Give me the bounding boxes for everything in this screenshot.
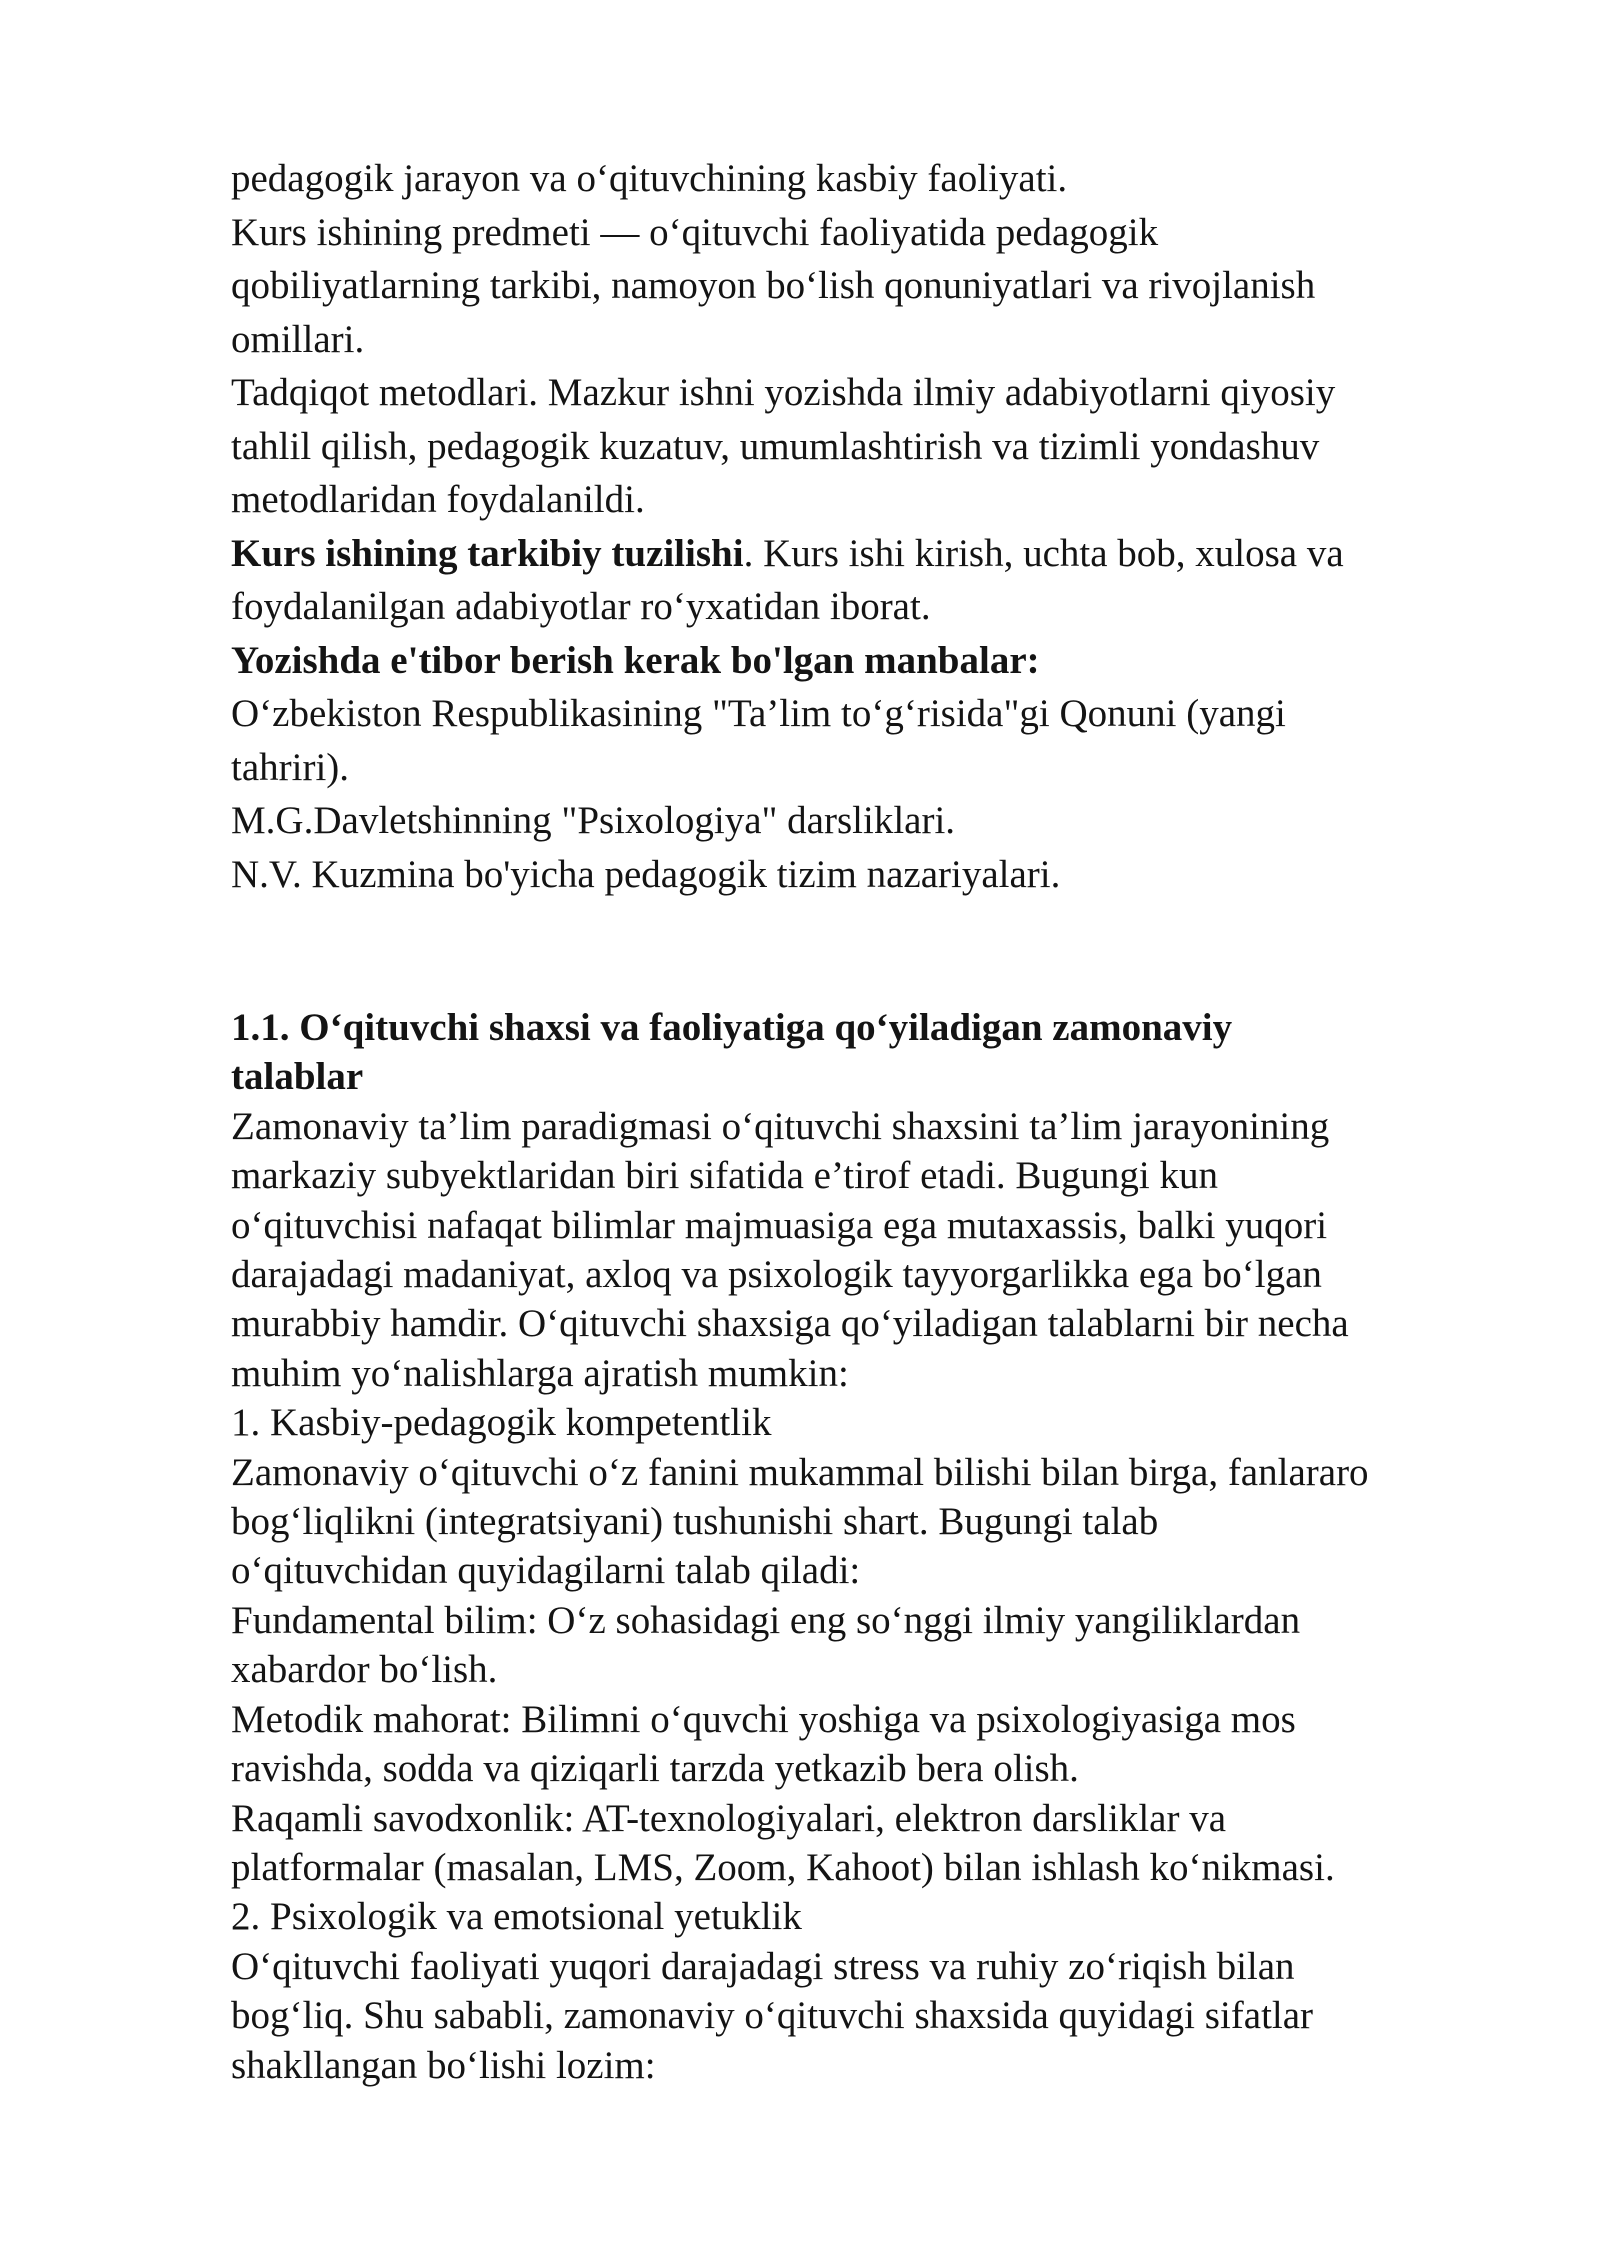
subject-line-1: Kurs ishining predmeti — o‘qituvchi faoliyatida pedagogik	[231, 210, 1159, 254]
section-line: Fundamental bilim: O‘z sohasidagi eng so‘nggi ilmiy yangiliklardan	[231, 1598, 1301, 1642]
section-line: bog‘liq. Shu sababli, zamonaviy o‘qituvchi shaxsida quyidagi sifatlar	[231, 1994, 1314, 2038]
source-1-line-2: tahriri).	[231, 745, 350, 789]
structure-text: . Kurs ishi kirish, uchta bob, xulosa va	[743, 531, 1344, 575]
subsection-title-1: 1. Kasbiy-pedagogik kompetentlik	[231, 1401, 772, 1445]
section-line: bog‘liqlikni (integratsiyani) tushunishi shart. Bugungi talab	[231, 1500, 1159, 1544]
section-line: xabardor bo‘lish.	[231, 1648, 498, 1692]
structure-label: Kurs ishining tarkibiy tuzilishi	[231, 531, 744, 575]
intro-block	[231, 152, 1531, 901]
subject-line-3: omillari.	[231, 317, 365, 361]
structure-line-2: foydalanilgan adabiyotlar ro‘yxatidan iborat.	[231, 585, 931, 628]
sources-heading: Yozishda e'tibor berish kerak bo'lgan manbalar:	[231, 638, 1040, 682]
section-line: Zamonaviy o‘qituvchi o‘z fanini mukammal bilishi bilan birga, fanlararo	[231, 1450, 1369, 1494]
section-line: murabbiy hamdir. O‘qituvchi shaxsiga qo‘yiladigan talablarni bir necha	[231, 1302, 1349, 1346]
source-3: N.V. Kuzmina bo'yicha pedagogik tizim nazariyalari.	[231, 852, 1061, 896]
source-1-line-1: O‘zbekiston Respublikasining "Ta’lim to‘g‘risida"gi Qonuni (yangi	[231, 692, 1286, 735]
section-heading-line-1: 1.1. O‘qituvchi shaxsi va faoliyatiga qo‘yiladigan zamonaviy	[231, 1006, 1233, 1049]
methods-line-3: metodlaridan foydalanildi.	[231, 478, 645, 521]
section-line: o‘qituvchisi nafaqat bilimlar majmuasiga ega mutaxassis, balki yuqori	[231, 1203, 1328, 1247]
section-heading-line-2: talablar	[231, 1055, 364, 1099]
section-line: Zamonaviy ta’lim paradigmasi o‘qituvchi shaxsini ta’lim jarayonining	[231, 1104, 1330, 1148]
object-line: pedagogik jarayon va o‘qituvchining kasbiy faoliyati.	[231, 157, 1068, 200]
source-2: M.G.Davletshinning "Psixologiya" darsliklari.	[231, 799, 956, 842]
methods-line-2: tahlil qilish, pedagogik kuzatuv, umumlashtirish va tizimli yondashuv	[231, 424, 1320, 468]
section-line: Raqamli savodxonlik: AT-texnologiyalari, elektron darsliklar va	[231, 1796, 1227, 1840]
section-line: markaziy subyektlaridan biri sifatida e’tirof etadi. Bugungi kun	[231, 1154, 1219, 1198]
section-line: Metodik mahorat: Bilimni o‘quvchi yoshiga va psixologiyasiga mos	[231, 1697, 1296, 1741]
subject-line-2: qobiliyatlarning tarkibi, namoyon bo‘lish qonuniyatlari va rivojlanish	[231, 264, 1316, 307]
section-line: o‘qituvchidan quyidagilarni talab qiladi:	[231, 1549, 861, 1593]
section-line: shakllangan bo‘lishi lozim:	[231, 2043, 656, 2087]
section-line: O‘qituvchi faoliyati yuqori darajadagi stress va ruhiy zo‘riqish bilan	[231, 1944, 1295, 1988]
structure-line-1	[231, 527, 1531, 581]
subsection-title-2: 2. Psixologik va emotsional yetuklik	[231, 1895, 802, 1939]
section-line: darajadagi madaniyat, axloq va psixologik tayyorgarlikka ega bo‘lgan	[231, 1253, 1322, 1297]
section-line: platformalar (masalan, LMS, Zoom, Kahoot) bilan ishlash ko‘nikmasi.	[231, 1845, 1335, 1889]
section-line: muhim yo‘nalishlarga ajratish mumkin:	[231, 1351, 849, 1395]
section-block	[231, 1003, 1531, 2090]
section-line: ravishda, sodda va qiziqarli tarzda yetkazib bera olish.	[231, 1747, 1079, 1791]
methods-line-1: Tadqiqot metodlari. Mazkur ishni yozishda ilmiy adabiyotlarni qiyosiy	[231, 371, 1336, 414]
